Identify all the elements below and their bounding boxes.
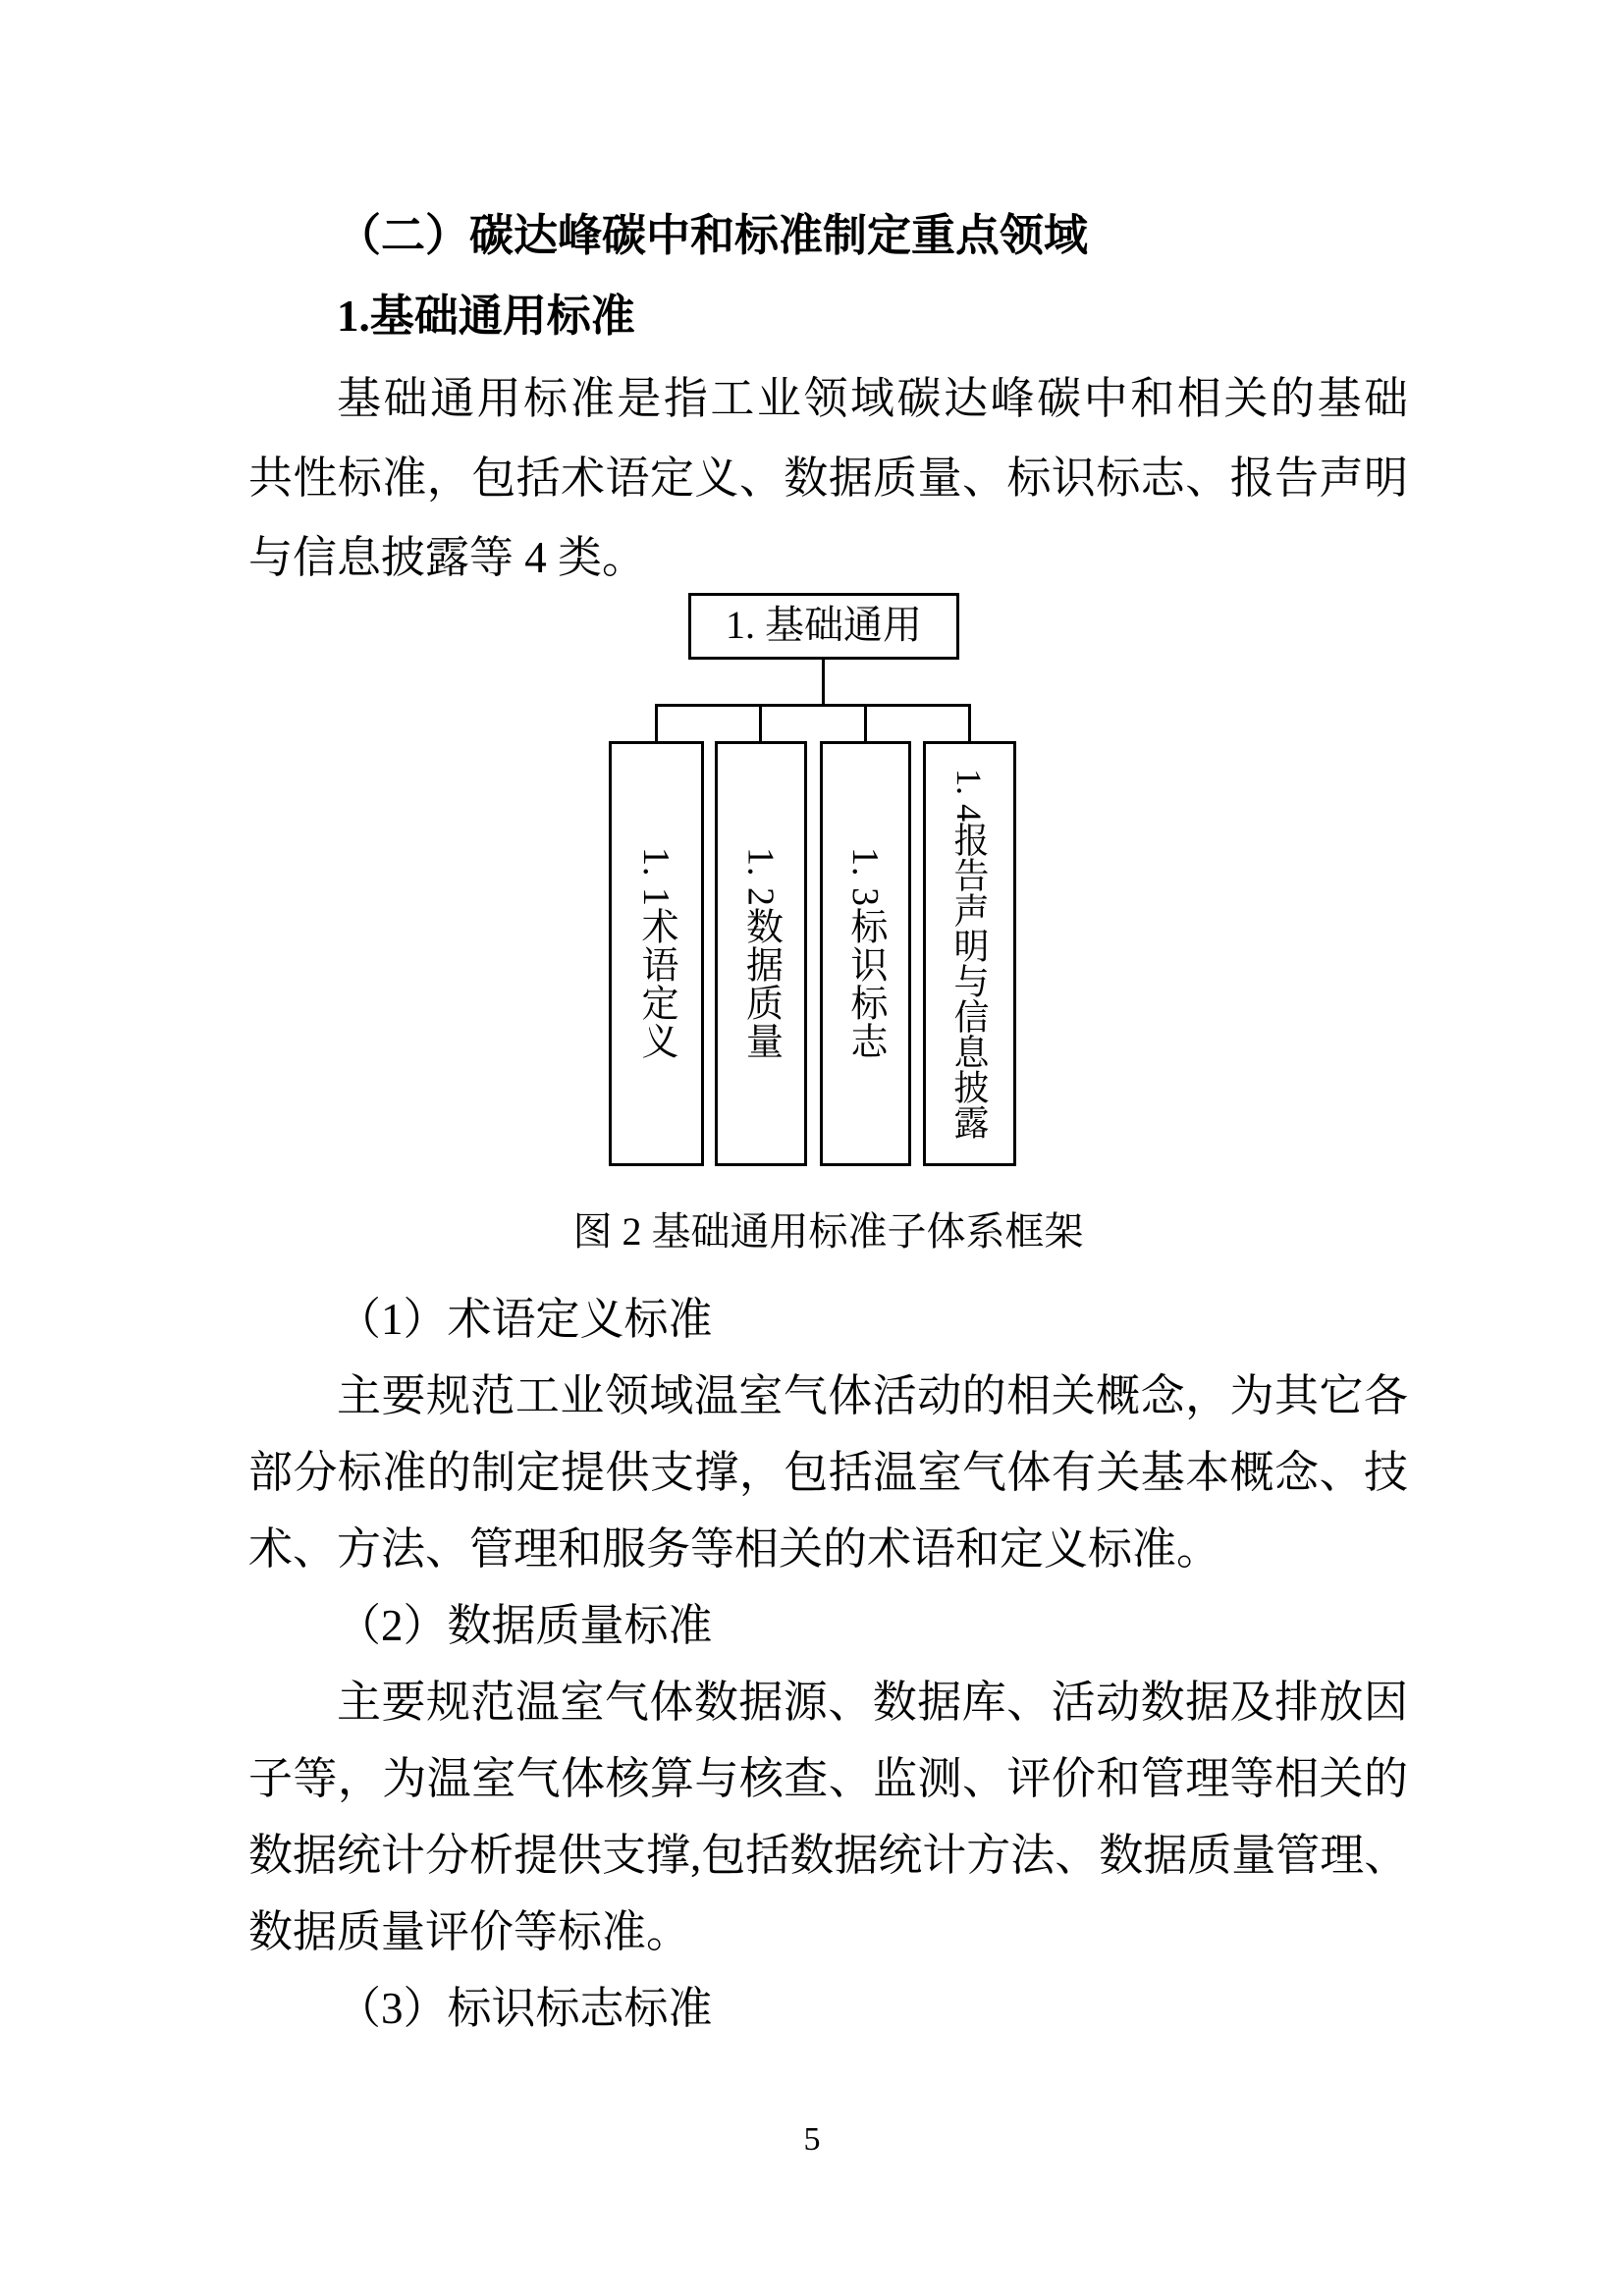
figure-connector-drop [655,707,658,741]
paragraph-3 [248,1664,1408,1970]
figure-connector-drop [968,707,971,741]
paragraph-line: 数据统计分析提供支撑,包括数据统计方法、数据质量管理、 [248,1831,1409,1880]
paragraph-line: 数据质量评价等标准。 [248,1907,691,1956]
item-heading-1: （1）术语定义标准 [337,1295,713,1344]
paragraph-line: 术、方法、管理和服务等相关的术语和定义标准。 [248,1524,1221,1574]
item-heading-3: （3）标识标志标准 [337,1984,713,2033]
item-heading-2: （2）数据质量标准 [337,1601,713,1650]
paragraph-line: 主要规范温室气体数据源、数据库、活动数据及排放因 [337,1678,1408,1727]
paragraph-line: 基础通用标准是指工业领域碳达峰碳中和相关的基础 [337,374,1408,423]
paragraph-2 [248,1358,1408,1587]
paragraph-1 [248,359,1408,598]
figure-leaf-box-data-quality: 1. 2数据质量 [715,741,807,1166]
figure-connector-drop [864,707,867,741]
figure-leaf-box-labels: 1. 3标识标志 [820,741,911,1166]
page-number: 5 [803,2121,821,2158]
figure-leaf-box-report-disclosure: 1. 4报告声明与信息披露 [923,741,1016,1166]
paragraph-line: 子等，为温室气体核算与核查、监测、评价和管理等相关的 [248,1754,1408,1803]
paragraph-line: 主要规范工业领域温室气体活动的相关概念，为其它各 [337,1371,1408,1420]
figure-root-box: 1. 基础通用 [688,593,959,660]
paragraph-line: 与信息披露等 4 类。 [248,533,647,582]
figure-connector-vertical [822,660,825,705]
paragraph-line: 部分标准的制定提供支撑，包括温室气体有关基本概念、技 [248,1448,1408,1497]
section-heading: （二）碳达峰碳中和标准制定重点领域 [337,211,1089,260]
figure-connector-drop [759,707,762,741]
figure-leaf-box-terms: 1. 1术语定义 [609,741,704,1166]
subsection-heading: 1.基础通用标准 [337,292,635,341]
figure-connector-horizontal [655,704,971,707]
figure-caption: 图 2 基础通用标准子体系框架 [572,1209,1084,1254]
paragraph-line: 共性标准，包括术语定义、数据质量、标识标志、报告声明 [248,454,1408,503]
